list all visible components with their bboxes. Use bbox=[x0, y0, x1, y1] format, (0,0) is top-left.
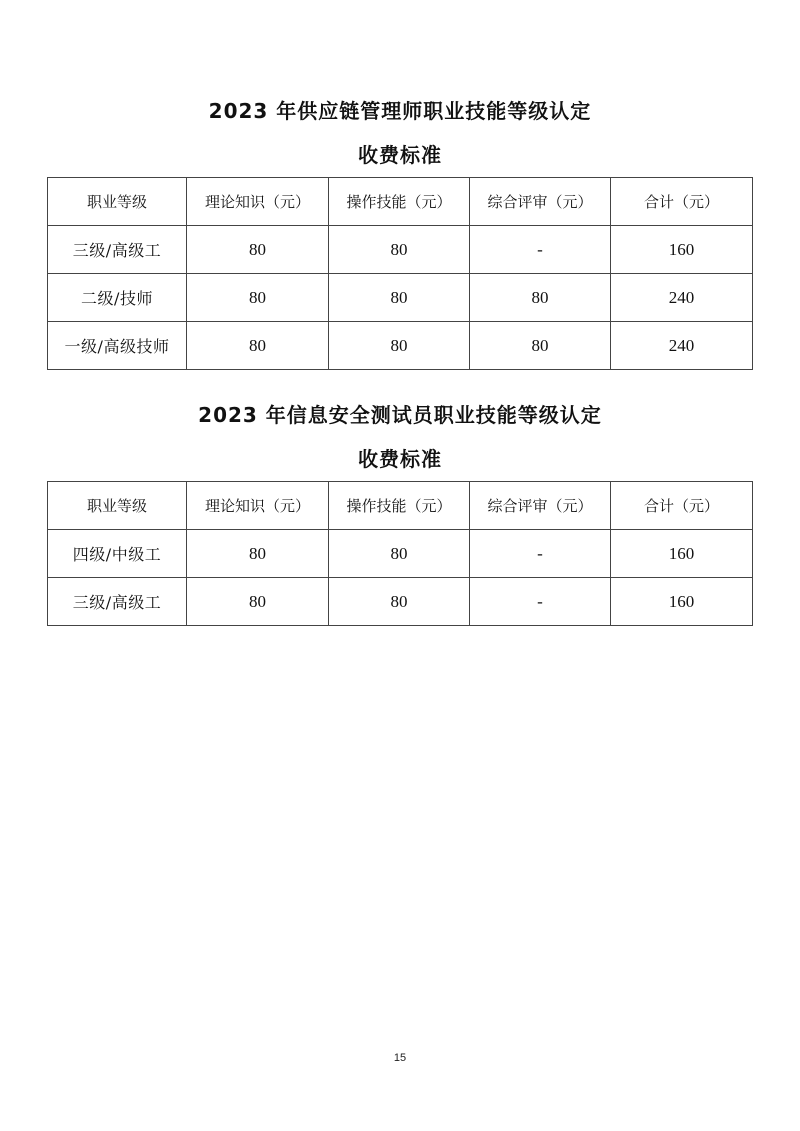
cell-theory: 80 bbox=[187, 226, 329, 274]
cell-practice: 80 bbox=[329, 578, 470, 626]
header-theory: 理论知识（元） bbox=[187, 178, 329, 226]
header-total: 合计（元） bbox=[611, 482, 753, 530]
cell-total: 160 bbox=[611, 530, 753, 578]
table-header-row bbox=[48, 178, 753, 226]
cell-practice: 80 bbox=[329, 322, 470, 370]
header-review: 综合评审（元） bbox=[470, 178, 611, 226]
cell-practice: 80 bbox=[329, 530, 470, 578]
table-row bbox=[48, 578, 753, 626]
header-level: 职业等级 bbox=[48, 178, 187, 226]
table-row bbox=[48, 530, 753, 578]
header-level: 职业等级 bbox=[48, 482, 187, 530]
table-header-row bbox=[48, 482, 753, 530]
section-2-title: 2023 年信息安全测试员职业技能等级认定 bbox=[198, 403, 602, 427]
cell-level: 四级/中级工 bbox=[48, 530, 187, 578]
cell-level: 一级/高级技师 bbox=[48, 322, 187, 370]
section-1-title: 2023 年供应链管理师职业技能等级认定 bbox=[208, 99, 592, 123]
cell-total: 160 bbox=[611, 578, 753, 626]
cell-review: - bbox=[470, 578, 611, 626]
cell-level: 三级/高级工 bbox=[48, 578, 187, 626]
table-row bbox=[48, 274, 753, 322]
cell-review: - bbox=[470, 530, 611, 578]
cell-review: - bbox=[470, 226, 611, 274]
fee-table-1 bbox=[47, 177, 753, 370]
cell-theory: 80 bbox=[187, 578, 329, 626]
section-1-subtitle: 收费标准 bbox=[358, 143, 442, 167]
header-review: 综合评审（元） bbox=[470, 482, 611, 530]
cell-total: 240 bbox=[611, 274, 753, 322]
header-total: 合计（元） bbox=[611, 178, 753, 226]
cell-review: 80 bbox=[470, 322, 611, 370]
cell-total: 240 bbox=[611, 322, 753, 370]
cell-review: 80 bbox=[470, 274, 611, 322]
cell-level: 三级/高级工 bbox=[48, 226, 187, 274]
table-row bbox=[48, 226, 753, 274]
cell-practice: 80 bbox=[329, 226, 470, 274]
cell-theory: 80 bbox=[187, 530, 329, 578]
cell-level: 二级/技师 bbox=[48, 274, 187, 322]
table-row bbox=[48, 322, 753, 370]
header-practice: 操作技能（元） bbox=[329, 482, 470, 530]
cell-theory: 80 bbox=[187, 322, 329, 370]
page-number: 15 bbox=[393, 1052, 407, 1064]
section-2-subtitle: 收费标准 bbox=[358, 447, 442, 471]
header-theory: 理论知识（元） bbox=[187, 482, 329, 530]
cell-theory: 80 bbox=[187, 274, 329, 322]
header-practice: 操作技能（元） bbox=[329, 178, 470, 226]
fee-table-2 bbox=[47, 481, 753, 626]
cell-total: 160 bbox=[611, 226, 753, 274]
cell-practice: 80 bbox=[329, 274, 470, 322]
